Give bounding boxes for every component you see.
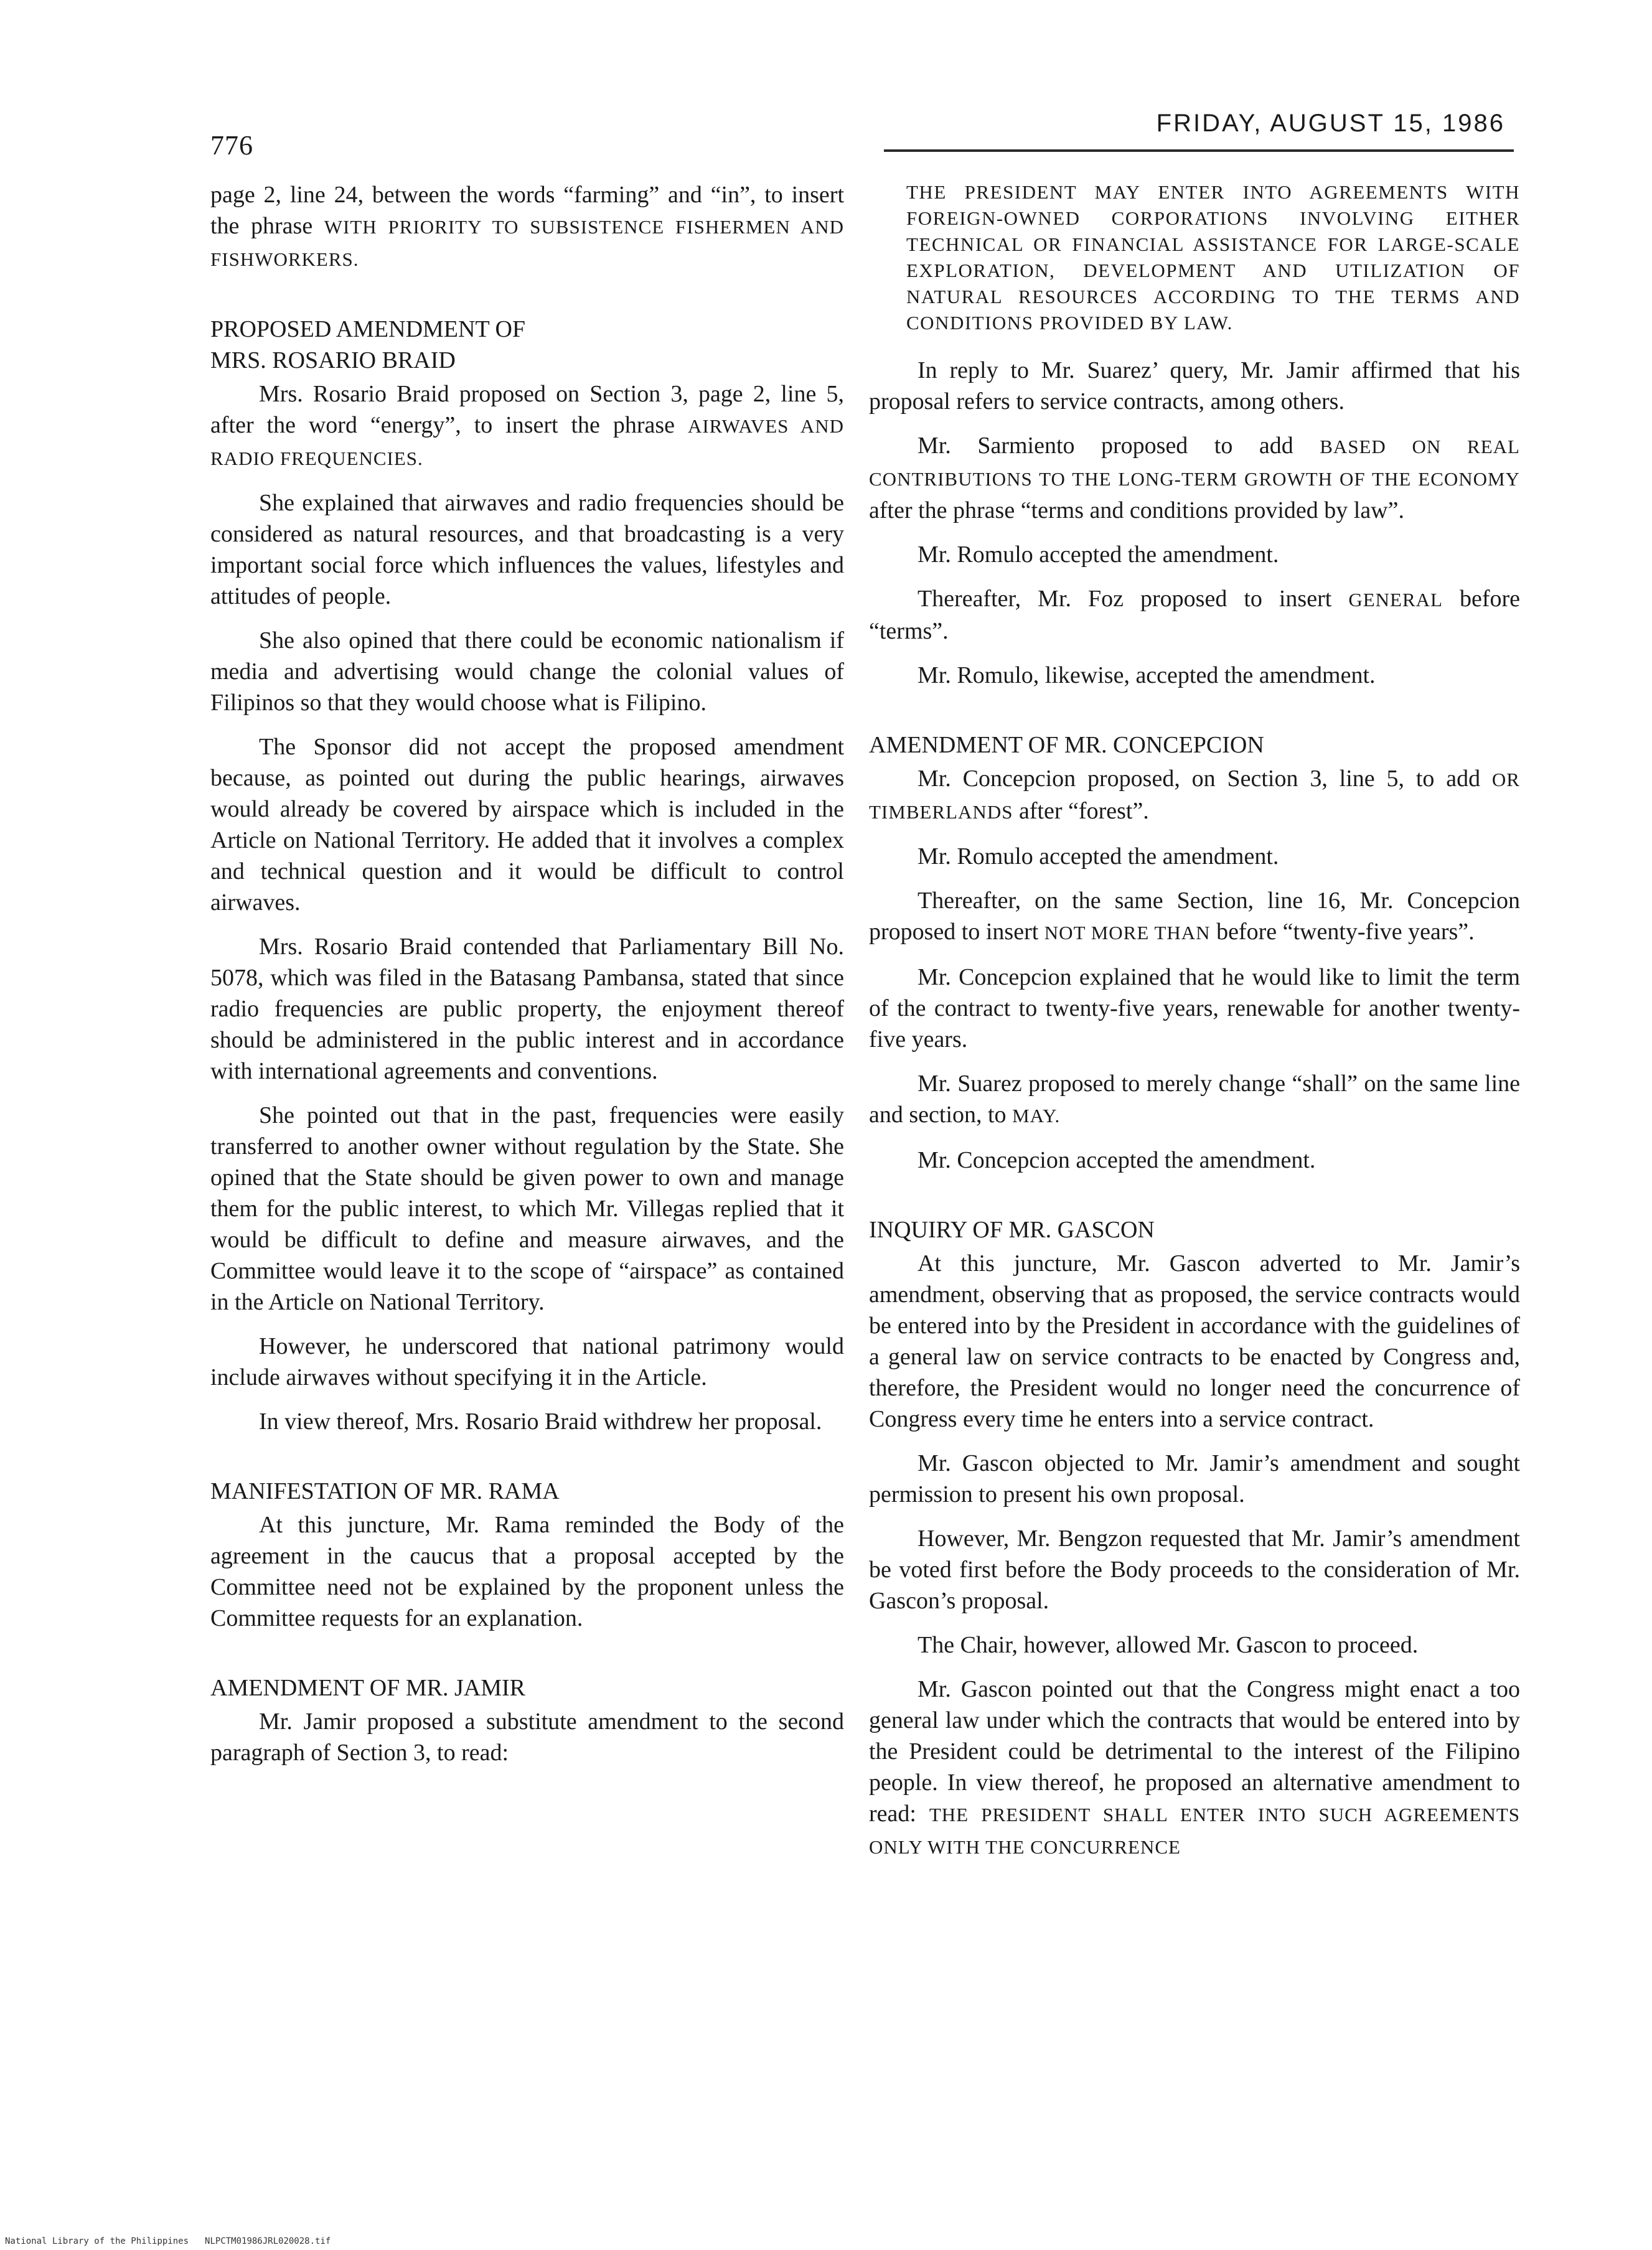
section-heading-concepcion: AMENDMENT OF MR. CONCEPCION xyxy=(869,732,1264,758)
section-heading-gascon: INQUIRY OF MR. GASCON xyxy=(869,1217,1155,1243)
right-column xyxy=(869,179,1520,1876)
scan-footer xyxy=(5,2236,331,2246)
paragraph: Mr. Romulo, likewise, accepted the amendment. xyxy=(918,662,1376,688)
section-heading-braid: PROPOSED AMENDMENT OF MRS. ROSARIO BRAID xyxy=(210,316,526,373)
left-column xyxy=(210,179,844,1781)
paragraph: Mr. Concepcion explained that he would like to limit the term of the contract to twenty-five years, renewable for another twenty-five years. xyxy=(869,964,1520,1052)
paragraph: The Sponsor did not accept the proposed amendment because, as pointed out during the public hearings, airwaves would already be covered by airspace which is included in the Article on National Territory. He added that it involves a complex and technical question and it would be difficult to control airwaves. xyxy=(210,734,844,916)
paragraph: At this juncture, Mr. Gascon adverted to Mr. Jamir’s amendment, observing that as proposed, the service contracts would be entered into by the President in accordance with the guidelines of a general law on service contracts to be enacted by Congress and, therefore, the President would no longer need the concurrence of Congress every time he enters into a service contract. xyxy=(869,1250,1520,1432)
paragraph: Mr. Gascon pointed out that the Congress might enact a too general law under which the contracts that would be entered into by the President could be detrimental to the interest of the Filipino people. In view thereof, he proposed an alternative amendment to read: THE PRESIDENT SHALL ENTER INTO SUCH AGREEMENTS ONLY WITH THE CONCURRENCE xyxy=(869,1676,1520,1858)
section-heading-jamir: AMENDMENT OF MR. JAMIR xyxy=(210,1675,526,1701)
header-rule xyxy=(884,149,1514,152)
paragraph: page 2, line 24, between the words “farming” and “in”, to insert the phrase WITH PRIORITY TO SUBSISTENCE FISHERMEN AND FISHWORKERS. xyxy=(210,182,844,270)
paragraph: Mr. Romulo accepted the amendment. xyxy=(918,541,1279,568)
paragraph: Mr. Gascon objected to Mr. Jamir’s amendment and sought permission to present his own proposal. xyxy=(869,1450,1520,1507)
paragraph: However, he underscored that national patrimony would include airwaves without specifying it in the Article. xyxy=(210,1333,844,1390)
paragraph: Mr. Concepcion proposed, on Section 3, line 5, to add OR TIMBERLANDS after “forest”. xyxy=(869,766,1520,824)
footer-library: National Library of the Philippines xyxy=(5,2236,189,2246)
paragraph: In reply to Mr. Suarez’ query, Mr. Jamir affirmed that his proposal refers to service contracts, among others. xyxy=(869,357,1520,415)
paragraph: Thereafter, Mr. Foz proposed to insert GENERAL before “terms”. xyxy=(869,586,1521,644)
quoted-amendment: THE PRESIDENT MAY ENTER INTO AGREEMENTS WITH FOREIGN-OWNED CORPORATIONS INVOLVING EITHER TECHNICAL OR FINANCIAL ASSISTANCE FOR LARGE-SCALE EXPLORATION, DEVELOPMENT AND UTILIZATION OF NATURAL RESOURCES ACCORDING TO THE TERMS AND CONDITIONS PROVIDED BY LAW. xyxy=(906,181,1520,334)
paragraph: Mr. Jamir proposed a substitute amendment to the second paragraph of Section 3, to read: xyxy=(210,1709,844,1766)
paragraph: Mrs. Rosario Braid proposed on Section 3, page 2, line 5, after the word “energy”, to insert the phrase AIRWAVES AND RADIO FREQUENCIES. xyxy=(210,381,845,469)
paragraph: Mr. Sarmiento proposed to add BASED ON REAL CONTRIBUTIONS TO THE LONG-TERM GROWTH OF THE ECONOMY after the phrase “terms and conditions provided by law”. xyxy=(869,433,1520,523)
paragraph: However, Mr. Bengzon requested that Mr. Jamir’s amendment be voted first before the Body proceeds to the consideration of Mr. Gascon’s proposal. xyxy=(869,1526,1520,1614)
paragraph: She explained that airwaves and radio frequencies should be considered as natural resources, and that broadcasting is a very important social force which influences the values, lifestyles and attitudes of people. xyxy=(210,490,844,609)
paragraph: Mr. Suarez proposed to merely change “shall” on the same line and section, to MAY. xyxy=(869,1071,1520,1128)
running-header-date: FRIDAY, AUGUST 15, 1986 xyxy=(1156,110,1505,137)
paragraph: She also opined that there could be economic nationalism if media and advertising would change the colonial values of Filipinos so that they would choose what is Filipino. xyxy=(210,627,844,716)
paragraph: Mr. Concepcion accepted the amendment. xyxy=(918,1147,1316,1173)
paragraph: At this juncture, Mr. Rama reminded the Body of the agreement in the caucus that a proposal accepted by the Committee need not be explained by the proponent unless the Committee requests for an explanation. xyxy=(210,1512,844,1631)
paragraph: She pointed out that in the past, frequencies were easily transferred to another owner without regulation by the State. She opined that the State should be given power to own and manage them for the public interest, to which Mr. Villegas replied that it would be difficult to define and measure airwaves, and the Committee would leave it to the scope of “airspace” as contained in the Article on National Territory. xyxy=(210,1102,844,1315)
section-heading-rama: MANIFESTATION OF MR. RAMA xyxy=(210,1478,560,1504)
paragraph: The Chair, however, allowed Mr. Gascon to proceed. xyxy=(918,1632,1419,1658)
page-number: 776 xyxy=(210,130,253,161)
paragraph: Mr. Romulo accepted the amendment. xyxy=(918,843,1279,870)
paragraph: Thereafter, on the same Section, line 16, Mr. Concepcion proposed to insert NOT MORE THAN before “twenty-five years”. xyxy=(869,888,1520,945)
paragraph: Mrs. Rosario Braid contended that Parliamentary Bill No. 5078, which was filed in the Batasang Pambansa, stated that since radio frequencies are public property, the enjoyment thereof should be administered in the public interest and in accordance with international agreements and conventions. xyxy=(210,934,844,1084)
paragraph: In view thereof, Mrs. Rosario Braid withdrew her proposal. xyxy=(259,1409,822,1435)
footer-file: NLPCTM01986JRL020028.tif xyxy=(205,2236,331,2246)
